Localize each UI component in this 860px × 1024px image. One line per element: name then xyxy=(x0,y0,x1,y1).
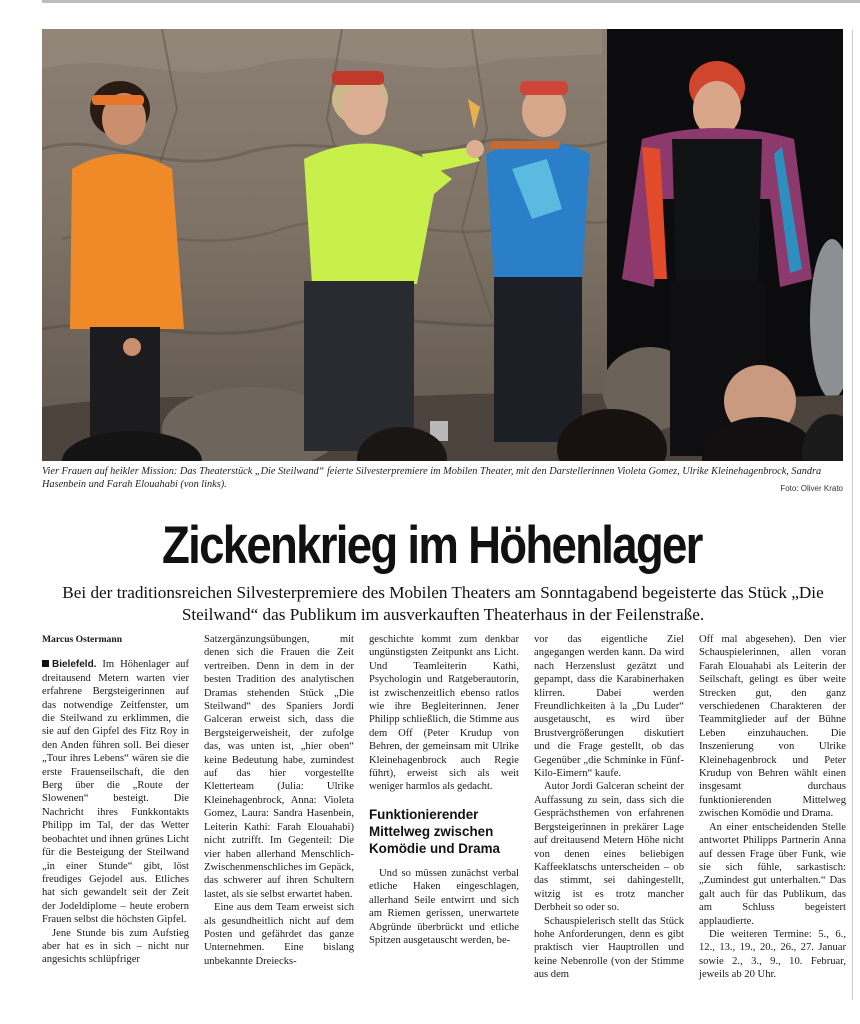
article-column-5 xyxy=(699,633,846,982)
headline: Zickenkrieg im Höhenlager xyxy=(162,516,702,575)
article-column-1 xyxy=(42,633,189,967)
paragraph: vor das eigentliche Ziel angegangen werden kann. Da wird nach Herzenslust gezätzt und gepampt, dass die Karabinerhaken klirren. Dabei werden Freundlichkeiten à la „Du Luder“ ausgetauscht, es wird über Brustvergrößerungen diskutiert und die Frage gestellt, ob das Gegenüber „die Schminke in Fünf-Kilo-Eimern“ kaufe. xyxy=(534,634,684,780)
top-rule xyxy=(42,0,860,3)
subheadline: Bei der traditionsreichen Silvesterpremiere des Mobilen Theaters am Sonntagabend begeisterte das Stück „Die Steilwand“ das Publikum im ausverkauften Theaterhaus in der Feilenstraße. xyxy=(62,583,824,624)
paragraph: Satzergänzungsübungen, mit denen sich die Frauen die Zeit vertreiben. Denn in dem in der besten Tradition des analytischen Dramas stehenden Stück „Die Steilwand“ des Spaniers Jordi Galceran erweist sich, dass die Bergsteigerweisheit, der zufolge das, was unten ist, „hier oben“ keine Bedeutung habe, zumindest auf das hier vorgestellte Kletterteam (Julia: Ulrike Kleinehagenbrock, Anna: Violeta Gomez, Laura: Sandra Hasenbein, Leiterin Kathi: Farah Elouahabi) nicht zutrifft. Im Gegenteil: Die vier haben allerhand Menschlich-Zwischenmenschliches im Gepäck, das schwerer auf ihren Schultern lastet, als sie selbst erwartet haben. xyxy=(204,634,354,900)
paragraph: Schauspielerisch stellt das Stück hohe Anforderungen, denn es gibt praktisch vier Hauptrollen und keine Nebenrolle (von der Stimme aus dem xyxy=(534,915,684,981)
paragraph-text: Im Höhenlager auf dreitausend Metern warten vier erfahrene Bergsteigerinnen auf das notwendige Zeitfenster, um die Steilwand zu erklimmen, die sie auf den Gipfel des Fitz Roy in den Anden führen soll. Bei dieser „Tour ihres Lebens“ wären sie die erste Frauenseilschaft, die den Berg über die „Route der Slowenen“ besteigt. Die Nachricht ihres Funkkontakts Philipp im Tal, der das Wetter beobachtet und ihnen grünes Licht für die Besteigung der Steilwand „in einer Stunde“ gibt, löst freudiges Gejodel aus. Etliches hat sich gewandelt seit der Zeit der Jodeldiplome – heute erobern Frauen selbst die höchsten Gipfel. xyxy=(42,659,189,926)
stage-photo xyxy=(42,29,843,461)
performance-dates: Die weiteren Termine: 5., 6., 12., 13., 19., 20., 26., 27. Januar sowie 2., 3., 9., 10. Februar, jeweils ab 20 Uhr. xyxy=(699,928,846,981)
paragraph: Autor Jordi Galceran scheint der Auffassung zu sein, dass sich die Gesprächsthemen von erfahrenen Bergsteigerinnen in prekärer Lage auf dreitausend Metern Höhe nicht von denen eines beliebigen Kaffeeklatschs unterscheiden – ob das stimmt, sei dahingestellt, witzig ist es trotz mancher Derbheit so oder so. xyxy=(534,781,684,914)
paragraph: Und so müssen zunächst verbal etliche Haken eingeschlagen, allerhand Seile entwirrt und sich am Riemen gerissen, unerwartete Abgründe überbrückt und etliche Spitzen ausgetauscht werden, be- xyxy=(369,867,519,946)
paragraph: Jene Stunde bis zum Aufstieg aber hat es in sich – nicht nur angesichts schlüpfriger xyxy=(42,927,189,966)
dateline-text: Bielefeld. xyxy=(52,659,97,671)
stage-photo-illustration xyxy=(42,29,843,461)
paragraph: Eine aus dem Team erweist sich als gesundheitlich nicht auf dem Posten und gefährdet das ganze Unternehmen. Eine bislang unbekannte Dreiecks- xyxy=(204,902,354,967)
author-byline: Marcus Ostermann xyxy=(42,634,123,645)
photo-caption: Vier Frauen auf heikler Mission: Das Theaterstück „Die Steilwand“ feierte Silvesterpremiere im Mobilen Theater, mit den Darstellerinnen Violeta Gomez, Ulrike Kleinehagenbrock, Sandra Hasenbein und Farah Elouahabi (von links). xyxy=(42,466,822,490)
article-column-2 xyxy=(204,633,354,968)
dateline xyxy=(42,659,96,670)
photo-credit: Foto: Oliver Krato xyxy=(780,484,843,493)
paragraph xyxy=(42,658,189,926)
paragraph: geschichte kommt zum denkbar ungünstigsten Zeitpunkt ans Licht. Und Teamleiterin Kathi, Psychologin und Ratgeberautorin, ist zwischenzeitlich ebenso ratlos wie ihre Begleiterinnen. Jener Philipp schließlich, die Stimme aus dem Off (Peter Krudup von Behren, der gemeinsam mit Ulrike Kleinehagenbrock auch Regie führt), erweist sich als weit weniger harmlos als gedacht. xyxy=(369,634,519,793)
paragraph: An einer entscheidenden Stelle antwortet Philipps Partnerin Anna auf dessen Frage über Funk, wie sie sich fühle, sarkastisch: „Zumindest gut unterhalten.“ Das galt auch für das Publikum, das am Schluss begeistert applaudierte. xyxy=(699,821,846,927)
column-rule xyxy=(852,30,853,1000)
article-column-4 xyxy=(534,633,684,982)
article-column-3 xyxy=(369,633,519,947)
section-subtitle: Funktionierender Mittelweg zwischen Komödie und Drama xyxy=(369,806,500,856)
dateline-square-icon xyxy=(42,660,49,667)
paragraph: Off mal abgesehen). Den vier Schauspielerinnen, allen voran Farah Elouahabi als Leiterin der Seilschaft, gelingt es über weite Strecken gut, den ganz verschiedenen Charakteren der Teammitglieder auf der Bühne Leben einzuhauchen. Die Inszenierung von Ulrike Kleinehagenbrock und Peter Krudup von Behren wählt einen insgesamt durchaus funktionierenden Mittelweg zwischen Komödie und Drama. xyxy=(699,634,846,820)
